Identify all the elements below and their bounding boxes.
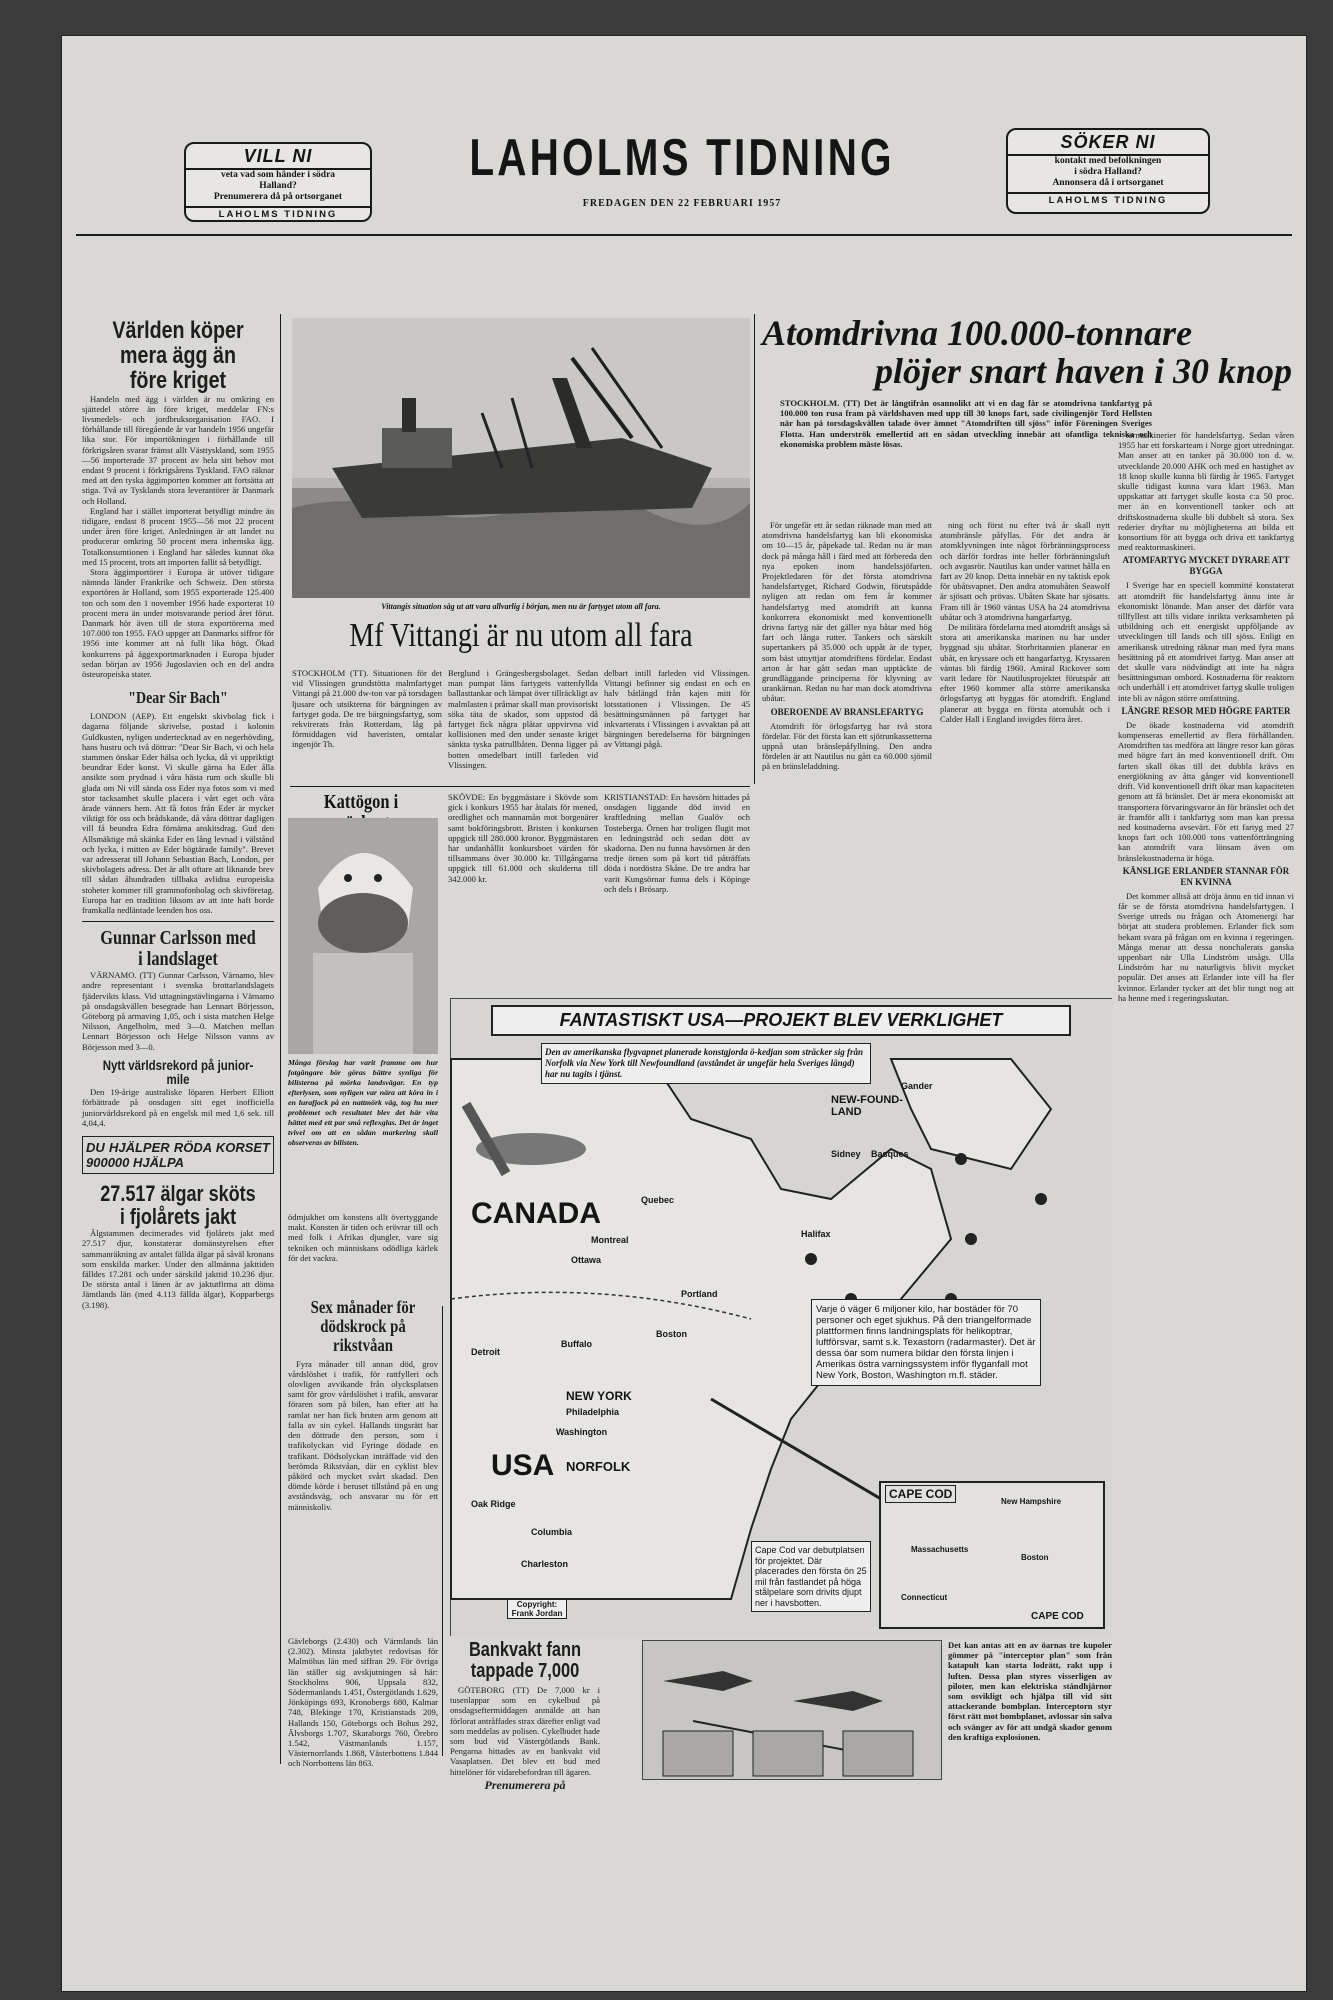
left-ear-line3: Prenumerera då på ortsorganet (213, 192, 343, 202)
hooded-figure-illustration (288, 818, 438, 1054)
map-label-new-york: NEW YORK (566, 1389, 632, 1403)
inset-label-massachusetts: Massachusetts (911, 1545, 969, 1554)
article-vittangi-c2: Berglund i Grängesbergsbolaget. Sedan man pumpat läns fartygets vattenfyllda ballasttankar och lämpat över tillräckligt av malmlasten i pråmar skall man provisoriskt söka täta de skador, som uppstod då fartyget fick några plåtar uppvirvna vid kollisionen med den under senaste kriget sänkta tyska patrullbåten. Denna ligger på botten omedelbart intill farleden vid Vlissingen. (448, 668, 598, 770)
headline-atom (762, 314, 1292, 390)
masthead-rule (76, 234, 1292, 236)
headline-carlsson: Gunnar Carlsson med i landslaget (100, 927, 256, 971)
map-island-info: Varje ö väger 6 miljoner kilo, har bostäder för 70 personer och eget sjukhus. På den triangelformade plattformen finns landningsplats för helikoptrar, luftförsvar, samt s.k. Texastorn (radarmaster). Det är dessa öar som numera bildar den första linjen i Amerikas östra varningssystem inför flyganfall mot New York, Boston, Washington m.fl. städer. (811, 1299, 1041, 1386)
ship-illustration (292, 318, 750, 598)
left-ear-footer: LAHOLMS TIDNING (186, 206, 370, 220)
subhead-longer-trips: LÄNGRE RESOR MED HÖGRE FARTER (1121, 705, 1291, 716)
map-label-philadelphia: Philadelphia (566, 1407, 620, 1417)
right-ear-box (1006, 128, 1210, 214)
column-rule (754, 314, 755, 784)
inset-label-cape-cod: CAPE COD (885, 1485, 956, 1503)
right-ear-title: SÖKER NI (1008, 130, 1208, 156)
red-cross-ad: DU HJÄLPER RÖDA KORSET 900000 HJÄLPA (82, 1136, 274, 1174)
cats-eyes-caption: Många förslag har varit framme om hur fotgängare bör göras bättre synliga för bilisterna på mörka landsvägar. En typ efterlysen, som nyligen var nära att köra in i en lurafjock på en nattmörk väg, tog hu mer problemet och resultatet blev det här vita hättet med ett par små reflexglas. Det är inget tvivel om att en sådan markering skall observeras av bilisten. (288, 1058, 438, 1147)
map-label-columbia: Columbia (531, 1527, 573, 1537)
headline-junior-mile: Nytt världsrekord på junior-mile (102, 1056, 254, 1088)
headline-atom-line1: Atomdrivna 100.000-tonnare (762, 313, 1193, 353)
subhead-fuel: OBEROENDE AV BRANSLEFARTYG (770, 706, 924, 717)
map-label-portland: Portland (681, 1289, 718, 1299)
headline-dear-sir-bach: "Dear Sir Bach" (128, 688, 228, 708)
map-banner: FANTASTISKT USA—PROJEKT BLEV VERKLIGHET (491, 1005, 1071, 1036)
article-bach: LONDON (AEP). Ett engelskt skivbolag fick i dagarna följande skrivelse, postad i kolonin Guldkusten, nyligen undertecknad av en negerhövding, hans hustru och två döttrar: "Dear Sir Bach, vi och hela stammen önskar Eder hälsa och lycka, då vi uppriktigt beundrar Eder konst. Vi skulle gärna ha Eder ålla ansikte som prydnad i våra hästa rum och skulle bli glada om Ni vill sända oss Eder nya fotos som vi med stor tacksamhet skulle placera i vårt eget och våra ärade vänners hem. Att få fotos från Eder är mycket viktigt för oss och brådskande, då våra döttrar dagligen vill få beundra Edra förnäma anskitsdrag. Gud den Allsmäktige må skänka Eder en lång levnad i välstånd och lycka, i mitten av Eder högtärade family". Brevet var adresserat till Johann Sebastian Bach, London, per skivbolagets adress. Det är allt oftare att liknande brev till sådan åhundraden tillbaka avlidna europeiska stoheter kommer till grammofonbolag och skivföretag. Europa har en tradition liksom av att inte haft borde framkalla nedläntade leenden hos oss. (82, 711, 274, 915)
map-label-charleston: Charleston (521, 1559, 569, 1569)
subhead-erlander: KÄNSLIGE ERLANDER STANNAR FÖR EN KVINNA (1122, 865, 1290, 887)
headline-eggs: Världen köper mera ägg än före kriget (112, 317, 244, 395)
map-label-boston: Boston (656, 1329, 687, 1339)
subhead-expensive: ATOMFARTYG MYCKET DYRARE ATT BYGGA (1122, 555, 1290, 577)
article-death-crash: Sex månader för dödskrock på rikstvåan Fyra månader till annan död, grov vårdslöshet i trafik, för rattfylleri och olovligen avvikande från olycksplatsen samt för grov vårdslöshet i trafik, ansvarar föraren som på bilen, han efter att ha ramlat ner han fick bruten arm genom att falla av sin cykel. Hallands tingsrätt har den döttrade den person, som i trafikolyckan vid Fyringe dödade en trafikant. Dödsolyckan inträffade vid den berömda Rikstvåan, där en cyklist blev påkörd och mycket svårt skadad. Den dömde körde i beruset tillstånd på en ung avståndsväg, och ansvarar nu för ett människoliv. (288, 1297, 438, 1512)
headline-vittangi: Mf Vittangi är nu utom all fara (349, 617, 693, 654)
subscribe-footer: Prenumerera på (484, 1777, 566, 1792)
article-atom-c1: För ungefär ett år sedan räknade man med att atomdrivna handelsfartyg kan bli ekonomiska om 10—15 år, påpekade tal. Redan nu är man dock på många håll i färd med att förbereda den nya epoken inom handelssjöfarten. Projektledaren för det första atomdrivna handelsfartyget, Richard Godwin, förutspådde nyligen att redan om fem år kommer handelsfartyg med atomdrift att kunna konkurrera ekonomiskt med konventionellt drivna fartyg när det gäller nya båtar med hög fart och långa rutter. Tankers och särskilt supertankers på 35.000 och uppåt är de typer, som bäst utnyttjar atomdriftens fördelar. Endast arton år har gått sedan man upptäckte de grundläggande principerna för klyvning av urankärnan. Redan nu har man dock atomdrivna ubåtar. OBEROENDE AV BRANSLEFARTYG Atomdrift för örlogsfartyg har två stora fördelar. För det första kan ett sjötrunkassetterna uppnå utan bränslepåfyllning. Den andra fördelen är att Nautilus nu gått ca 60.000 sjömil på en bränsleladdning. (762, 520, 932, 772)
headline-death-crash: Sex månader för dödskrock på rikstvåan (310, 1297, 416, 1355)
map-label-gander: Gander (901, 1081, 933, 1091)
map-cape-cod-info: Cape Cod var debutplatsen för projektet. Där placerades den första ön 25 mil från fastlandet på höga stålpelare som drivits djupt ner i havsbotten. (751, 1541, 871, 1612)
newspaper-page (62, 36, 1306, 1991)
map-label-halifax: Halifax (801, 1229, 831, 1239)
inset-label-cape-cod-2: CAPE COD (1031, 1611, 1084, 1622)
cats-eyes-photo (288, 818, 438, 1054)
right-ear-line1: kontakt med befolkningen (1054, 156, 1162, 166)
map-label-buffalo: Buffalo (561, 1339, 592, 1349)
usa-project-map (450, 998, 1112, 1636)
article-atom-c2: ning och först nu efter två år skall nytt atombränsle påfyllas. För det andra är atomklyvningen inte något förbränningsprocess och därför fordras inte heller förbränningsluft och avgasrör. Nautilus kan under vattnet hålla en fart av 20 knop. Detta innebär en ny taktisk epok för ubåtsvapnet. Den andra atomubåten Seawolf är sjösatt och prövas. Ubåten Skate har sjösatts. Fram till år 1960 väntas USA ha 24 atomdrivna ubåtar och 3 atomdrivna hangarfartyg. De militära fördelarna med atomdrift ansågs så stora att amerikanska marinen nu har under byggnad sju ubåtar. Storbritannien planerar en ubåt, en kryssare och ett hangarfartyg. Kryssaren väntas bli färdig 1960. Amiral Rickover som varit ledare för Nautilusprojektet förutspår att efter 1960 kommer alla större amerikanska örlogsfartyg att byggas för atomdrift. England planerar att bygga en första atomubåt och i Calder Hall i England invigdes förra året. (940, 520, 1110, 724)
article-eggs-p3: Stora äggimportörer i Europa är utöver tidigare nämnda länder Frankrike och Schweiz. Den största exportören är Holland, som 1955 exporterade 125.400 ton och som den 1 november 1956 hade exporterat 10 procent mera än under motsvarande period året förut. Danmark hör även till de stora exportörerna med 107.000 ton 1955. FAO uppger att Danmarks siffror för 1956 inte kommer att nå fullt lika högt. Ökad konkurrens på äggexportmarknaden i Europa bjuder sedan början av 1956 Jugoslavien och en del andra östeuropeiska stater. (82, 567, 274, 680)
article-bach-continued: ödmjukhet om konstens allt övertyggande makt. Konsten är tiden och erövrar till och med folk i Afrikas djungler, vare sig tekniken och människans odödliga kärlek för det vackra. (288, 1212, 438, 1263)
right-ear-line2: i södra Halland? (1074, 167, 1142, 177)
article-vittangi-c3: delbart intill farleden vid Vlissingen. Vittangi befinner sig endast en och en halv båtlängd från kajen mitt för lotsstationen i Vlissingen. De 45 besättningsmännen på fartyget har inkvarterats i Vlissingen i avvaktan på att bärgningen beredelserna för bärgningen av Vittangi pågå. (604, 668, 750, 750)
article-skovde: SKÖVDE: En byggmästare i Skövde som gick i konkurs 1955 har åtalats för mened, oredlighet och mannamån mot borgenärer samt bokföringsbrott. Bristen i konkursen uppgick till 280.000 kronor. Byggmästaren har undanhållit konkursboet värden för tillsammans över 30.000 kr. Tillgångarna uppgick till 61.000 och skulderna till 342.000 kr. (448, 792, 598, 884)
right-ear-footer: LAHOLMS TIDNING (1008, 192, 1208, 206)
map-label-canada: CANADA (471, 1197, 601, 1230)
headline-bank-guard: Bankvakt fann tappade 7,000 (468, 1639, 582, 1682)
map-label-newfoundland: NEW-FOUND-LAND (831, 1094, 903, 1118)
article-junior-mile: Den 19-årige australiske löparen Herbert Elliott förbättrade på onsdagen sitt eget inofficiella juniorvärldsrekord på en engelsk mil med 1,6 sek. till 4,04,4. (82, 1087, 274, 1128)
left-ear-line1: veta vad som händer i södra (220, 170, 336, 180)
map-intro: Den av amerikanska flygvapnet planerade konstgjorda ö-kedjan som sträcker sig från Norfolk via New York till Newfoundland (avståndet är ungefär hela Sveriges längd) har nu tagits i tjänst. (541, 1043, 871, 1084)
article-moose-continued: Gävleborgs (2.430) och Värmlands län (2.302). Minsta jaktbytet redovisas för Malmöhus län med siffran 29. För övriga län ställer sig avskjutningen så här: Stockholms 906, Uppsala 832, Södermanlands 1.451, Östergötlands 1.629, Jönköpings 693, Kronobergs 680, Kalmar 748, Blekinge 170, Kristianstads 209, Hallands 150, Göteborgs och Bohus 292, Älvsborgs 1.707, Skaraborgs 760, Örebro 1.542, Västmanlands 1.157, Västernorrlands 1.868, Västerbottens 1.844 och Norrbottens län 863. (288, 1636, 438, 1769)
right-ear-line3: Annonsera då i ortsorganet (1052, 178, 1164, 188)
left-ear-line2: Halland? (259, 181, 297, 191)
map-label-norfolk: NORFOLK (566, 1459, 631, 1474)
masthead: LAHOLMS TIDNING (469, 129, 895, 187)
map-label-basques: Basques (871, 1149, 909, 1159)
map-copyright: Copyright: Frank Jordan (507, 1599, 567, 1619)
headline-moose: 27.517 älgar sköts i fjolårets jakt (100, 1180, 256, 1230)
headline-atom-line2: plöjer snart haven i 30 knop (874, 351, 1292, 391)
jet-graphic (643, 1641, 943, 1781)
inset-label-new-hampshire: New Hampshire (1001, 1497, 1062, 1506)
article-vittangi-c1: STOCKHOLM (TT). Situationen för det vid Vlissingen grundstötta malmfartyget Vittangi på 21.000 dw-ton var på torsdagen ljusare och utsikterna för bärgningen av fartyget goda. De tre bärgningsfartyg, som rekvirerats från Rotterdam, låg på förmiddagen vid haveristen, omtalar ingenjör Th. (292, 668, 442, 750)
map-label-usa: USA (491, 1449, 555, 1482)
map-label-quebec: Quebec (641, 1195, 675, 1205)
jet-interceptor-illustration (642, 1640, 942, 1780)
cape-cod-inset (879, 1481, 1105, 1629)
column-rule (280, 314, 281, 1764)
map-label-oak-ridge: Oak Ridge (471, 1499, 516, 1509)
inset-label-connecticut: Connecticut (901, 1593, 948, 1602)
article-eggs-p2: England har i stället importerat betydligt mindre än tidigare, endast 8 procent 1955—56 mot 22 procent under åren före kriget. Anledningen är att landet nu producerar omkring 50 procent mera inhemska ägg. Totalkonsumtionen i England har således kunnat öka med 15 procent, trots att importen fallit så betydligt. (82, 505, 274, 567)
article-atom-lead: STOCKHOLM. (TT) Det är långtifrån osannolikt att vi en dag får se atomdrivna tankfartyg på 100.000 ton rusa fram på världshaven med upp till 30 knops fart, sade civilingenjör Tord Hellsten när han på torsdagskvällen talade över ämnet "Atomdriften till sjöss" inför Föreningen Sveriges Flotta. Han underströk emellertid att en sådan utveckling innebär att ofantliga tekniska och ekonomiska problem måste lösas. (780, 398, 1152, 449)
issue-date: FREDAGEN DEN 22 FEBRUARI 1957 (582, 198, 782, 209)
article-eggs-p1: Handeln med ägg i världen är nu omkring en sjättedel större än före kriget, meddelar FN:s livsmedels- och jordbruksorganisation FAO. I förhållande till föregående år var handeln 1956 ungefär lika stor. För importökningen i förhållande till förkrigsåren svarar främst allt Västtyskland, som 1955—56 importerade 37 procent av hela sitt behov mot endast 9 procent i förkrigsårens Tyskland. FAO räknar med att den tyska äggimporten kommer att fortsätta att stiga. Två av Tysklands stora leverantörer är Danmark och Holland. (82, 393, 274, 506)
map-label-ottawa: Ottawa (571, 1255, 602, 1265)
headline-cats-eyes: Kattögon i (323, 791, 399, 813)
map-label-washington: Washington (556, 1427, 608, 1437)
inset-label-boston: Boston (1021, 1553, 1049, 1562)
article-atom-c3: tormaskinerier för handelsfartyg. Sedan våren 1955 har ett forskarteam i Norge gjort utredningar. Man anser att en tanker på 30.000 ton d. w. utvecklande 20.000 AHK och med en hastighet av 18 knop skulle kunna bli färdig år 1965. Fartyget skulle tidigast kunna vara klart 1963. Man uppskattar att fartyget skulle kosta c:a 50 proc. mer än en konventionell tanker och att driftskostnaderna skulle bli dubbelt så stora. Sex rederier dryftar nu möjligheterna att bilda ett konsortium för att bygga och driva ett tankfartyg med reaktormaskineri. ATOMFARTYG MYCKET DYRARE ATT BYGGA I Sverige har en speciell kommitté konstaterat att atomdrift för handelsfartyg ännu inte är ekonomiskt lönande. Man anser det därför vara tillfyllest att tills vidare inrikta verksamheten på utbildning och ett energiskt uppföljande av utvecklingen till lands och till sjöss. Enligt en amerikansk utredning räknar man med fyra mans besättning på ett atomdrivet fartyg. Man anser att det skulle vara nödvändigt att inte ha några besättningsman ombord. Kostnaderna för reaktorn och underhåll i ett atomdrivet fartyg skulle troligen inte bli av någon större omfattning. LÄNGRE RESOR MED HÖGRE FARTER De ökade kostnaderna vid atomdrift kompenseras emellertid av flera förhållanden. Atomdriften tas medföra att längre resor kan göras med högre fart än med konventionell drift. Om farten skall ökas till det dubbla krävs en energiökning av åtta gånger vid konventionell drift. Vid konventionell drift ökar man kapaciteten genom att få bränslet. Det är mera ekonomiskt att transportera förvaringsvaror än för bränslet och det är framför allt i tankfartyg som man kan pressa ned kostnaderna avsevärt. För ett fartyg med 27 knops fart och 100.000 tons vattenförträngning kan atomdrift vara lönsam även om bränslekostnaderna är höga. KÄNSLIGE ERLANDER STANNAR FÖR EN KVINNA Det kommer alltså att dröja ännu en tid innan vi får se de första atomdrivna handelsfartygen. I Sverige utreds nu frågan och Atomenergi har börjat att studera problemen. Erlander fick som bekant svara på frågan om en kvinna i regeringen. Många menar att dessa nonchalerats ganska uppenbart när Ulla Lindström utsågs. Ulla Lindström har nu naturligtvis blivit mycket populär. Det anses att Erlander inte vill ha fler kvinnor. Erlander tycker att det blir tungt nog att ha henne med i regeringsskutan. (1118, 430, 1294, 1003)
jet-caption: Det kan antas att en av öarnas tre kupoler gömmer på "interceptor plan" som från katapult kan starta lodrätt, rakt upp i luften. Dessa plan styres visserligen av piloter, men kan elektriska ståndhjärnor som osvikligt och hjälpa till vid sitt attackerande bombplan. Interceptorn styr först rätt mot bombplanet, avlossar sin salva och svänger av för att undgå skador genom den kraftiga explosionen. (948, 1640, 1112, 1742)
ship-photo-caption: Vittangis situation såg ut att vara allvarlig i början, men nu är fartyget utom all fara. (381, 602, 661, 611)
left-column (82, 318, 274, 1758)
map-label-sidney: Sidney (831, 1149, 861, 1159)
map-label-detroit: Detroit (471, 1347, 500, 1357)
article-carlsson: VÄRNAMO. (TT) Gunnar Carlsson, Värnamo, blev andre representant i svenska brottarlandslagets fjädervikts klass. Vid uttagningstävlingarna i Värnamo på onsdagskvällen besegrade han Lennart Börjesson, Göteborg på armaving 1,05, och i sista matchen Helge Nilsson, Angelholm, med 3—0. Matchen mellan Lennart Börjesson och Helge Nilsson vanns av Börjesson med 3—0. (82, 970, 274, 1052)
article-bank-guard: Bankvakt fann tappade 7,000 GÖTEBORG (TT) De 7,000 kr i tusenlappar som en cykelbud på onsdagseftermiddagen anmälde att han förlorat antråffades strax därefter enligt vad som meddelas av polisen. Cykelbudet hade som bud vid Västergötlands Bank. Pengarna hittades av en bankvakt vid Vasaplatsen. Det blev ett bud med hittelöner för vidarebefordran till ägaren. Prenumerera på (450, 1639, 600, 1792)
article-moose: Älgstammen decimerades vid fjolårets jakt med 27.517 djur, konstaterar domänstyrelsen efter sammanräkning av antalet fällda älgar på såväl kronans som enskilda marker. Under den allmänna jakttiden fälldes 17.281 och under särskild jakttid 10.236 djur. De största antal i länen är av jaktutfirma att döma Jämtlands län (med 4.113 fällda älgar), Kopparbergs (3.198). (82, 1228, 274, 1310)
article-kristianstad: KRISTIANSTAD: En havsörn hittades på onsdagen liggande död invid en kraftledning mellan Gualöv och Tosteberga. Örnen har troligen flugit mot en ledningstråd och sedan dött av skadorna. Den nu funna havsörnen är den tredje örnen som på kort tid påträffats döda i nordöstra Skåne. De tre andra har varit Kungsörnar funna dels i Köpinge och dels i Brösarp. (604, 792, 750, 894)
map-label-montreal: Montreal (591, 1235, 629, 1245)
ship-photo (292, 318, 750, 598)
left-ear-box (184, 142, 372, 222)
left-ear-title: VILL NI (186, 144, 370, 170)
